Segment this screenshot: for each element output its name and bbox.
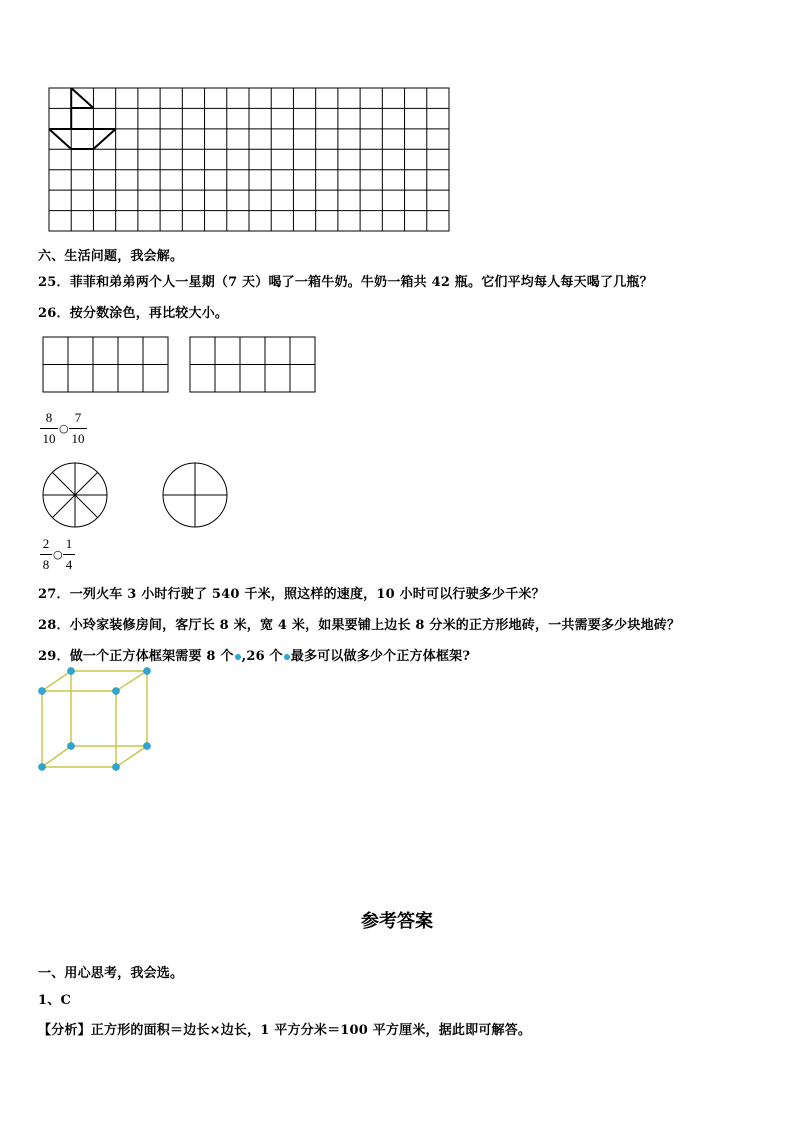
boat-grid-figure [48, 87, 452, 233]
section-six-heading: 六、生活问题，我会解。 [38, 249, 184, 264]
circle-quarters [160, 462, 230, 528]
question-25: 25．菲菲和弟弟两个人一星期（7 天）喝了一箱牛奶。牛奶一箱共 42 瓶。它们平均每人每天喝了几瓶？ [38, 275, 653, 290]
cube-frame-figure [34, 664, 156, 776]
ball-icon [235, 654, 241, 660]
fraction-2-8: 2 8 [40, 536, 52, 573]
question-27: 27．一列火车 3 小时行驶了 540 千米，照这样的速度，10 小时可以行驶多少千米？ [38, 587, 545, 602]
question-26: 26．按分数涂色，再比较大小。 [38, 306, 229, 321]
compare-circle-2[interactable]: ○ [53, 548, 63, 561]
boat-shape [49, 88, 116, 149]
fraction-8-10: 8 10 [40, 410, 58, 447]
question-29-part1: 29．做一个正方体框架需要 8 个 [38, 649, 234, 664]
fraction-1-4: 1 4 [63, 536, 75, 573]
circle-eighths [40, 462, 110, 528]
answer-1: 1、C [38, 993, 71, 1008]
question-29-part2: ,26 个 [241, 649, 283, 664]
rect-grid-left [42, 336, 170, 394]
compare-circle-1[interactable]: ○ [59, 422, 69, 435]
question-29-part3: 最多可以做多少个正方体框架? [290, 649, 471, 664]
answer-title: 参考答案 [361, 911, 433, 932]
fraction-7-10: 7 10 [69, 410, 87, 447]
question-29 [38, 645, 470, 664]
answer-1-analysis: 【分析】正方形的面积＝边长×边长，1 平方分米＝100 平方厘米，据此即可解答。 [38, 1023, 532, 1038]
question-28: 28．小玲家装修房间，客厅长 8 米，宽 4 米，如果要铺上边长 8 分米的正方形地砖，一共需要多少块地砖？ [38, 618, 681, 633]
section-one-heading: 一、用心思考，我会选。 [38, 966, 184, 981]
rect-grid-right [189, 336, 317, 394]
ball-icon [284, 654, 290, 660]
